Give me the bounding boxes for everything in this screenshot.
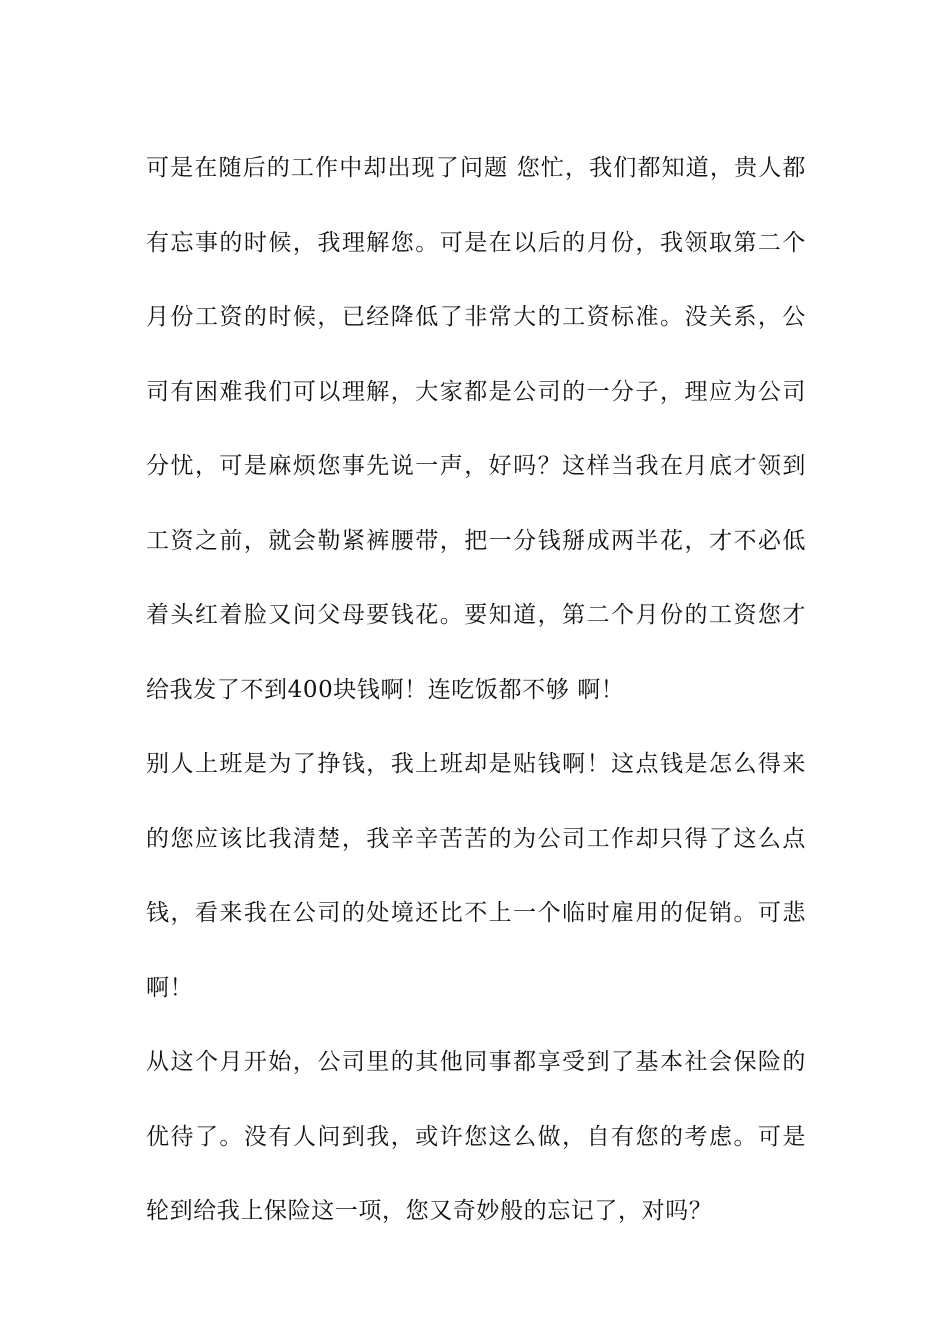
- text-line: 从这个月开始，公司里的其他同事都享受到了基本社会保险的: [146, 1049, 806, 1075]
- text-line: 轮到给我上保险这一项，您又奇妙般的忘记了，对吗？: [146, 1198, 713, 1224]
- text-line: 月份工资的时候，已经降低了非常大的工资标准。没关系，公: [146, 304, 806, 330]
- text-line: 分忧，可是麻烦您事先说一声，好吗？这样当我在月底才领到: [146, 453, 806, 479]
- text-line: 的您应该比我清楚，我辛辛苦苦的为公司工作却只得了这么点: [146, 825, 806, 852]
- text-line: 司有困难我们可以理解，大家都是公司的一分子，理应为公司: [146, 378, 806, 405]
- text-line: 可是在随后的工作中却出现了问题 您忙，我们都知道，贵人都: [146, 155, 806, 181]
- text-line: 别人上班是为了挣钱，我上班却是贴钱啊！这点钱是怎么得来: [146, 751, 806, 777]
- text-line: 给我发了不到400块钱啊！连吃饭都不够 啊！: [146, 676, 625, 703]
- text-line: 有忘事的时候，我理解您。可是在以后的月份，我领取第二个: [146, 229, 806, 256]
- body-text: [146, 131, 806, 1249]
- text-line: 钱，看来我在公司的处境还比不上一个临时雇用的促销。可悲: [146, 900, 806, 926]
- text-line: 着头红着脸又问父母要钱花。要知道，第二个月份的工资您才: [146, 602, 806, 628]
- text-line: 工资之前，就会勒紧裤腰带，把一分钱掰成两半花，才不必低: [146, 527, 806, 554]
- text-line: 优待了。没有人问到我，或许您这么做，自有您的考虑。可是: [146, 1123, 806, 1150]
- text-line: 啊！: [146, 974, 194, 1001]
